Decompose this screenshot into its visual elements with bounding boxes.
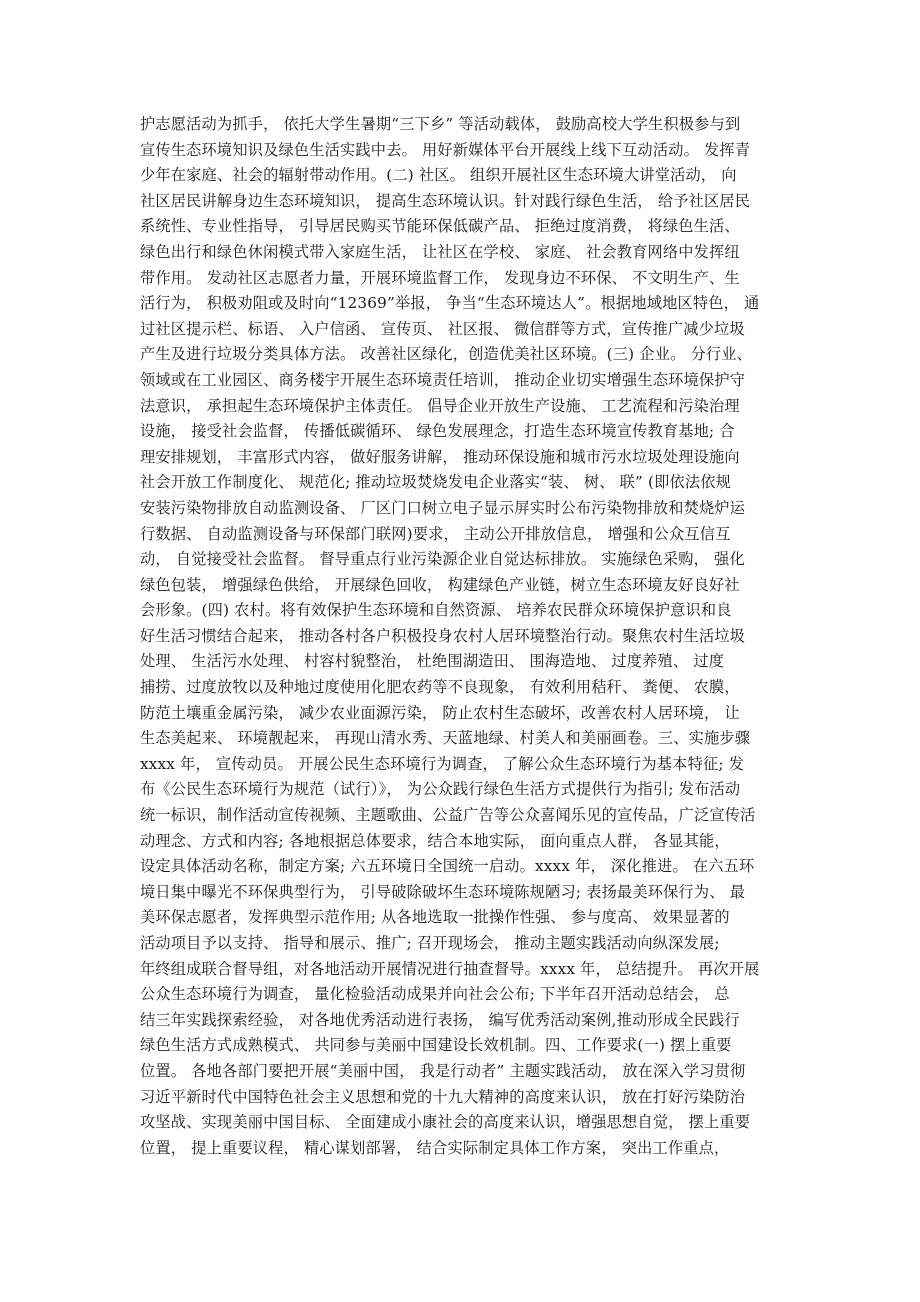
text-line: 社会开放工作制度化、 规范化; 推动垃圾焚烧发电企业落实“装、 树、 联” (即依法依规 (140, 473, 732, 492)
text-line: 结三年实践探索经验， 对各地优秀活动进行表扬， 编写优秀活动案例,推动形成全民践行 (140, 1010, 740, 1029)
text-line: 活动项目予以支持、 指导和展示、推广; 召开现场会， 推动主题实践活动向纵深发展; (140, 934, 720, 952)
text-line: 动， 自觉接受社会监督。 督导重点行业污染源企业自觉达标排放。 实施绿色采购， 强化 (140, 550, 745, 569)
text-line: 领域或在工业园区、商务楼宇开展生态环境责任培训， 推动企业切实增强生态环境保护守 (140, 370, 746, 389)
text-line: 宣传生态环境知识及绿色生活实践中去。 用好新媒体平台开展线上线下互动活动。 发挥青 (140, 140, 751, 159)
text-line: 动理念、方式和内容; 各地根据总体要求，结合本地实际， 面向重点人群， 各显其能， (140, 831, 730, 850)
text-line: 过社区提示栏、标语、 入户信函、 宣传页、 社区报、 微信群等方式，宣传推广减少垃圾 (140, 319, 745, 338)
text-line: 位置， 提上重要议程， 精心谋划部署， 结合实际制定具体工作方案， 突出工作重点， (140, 1138, 730, 1157)
text-line: 习近平新时代中国特色社会主义思想和党的十九大精神的高度来认识， 放在打好污染防治 (140, 1087, 746, 1106)
text-line: 理安排规划， 丰富形式内容， 做好服务讲解， 推动环保设施和城市污水垃圾处理设施向 (140, 447, 740, 466)
text-line: 安装污染物排放自动监测设备、 厂区门口树立电子显示屏实时公布污染物排放和焚烧炉运 (140, 498, 746, 517)
text-line: 社区居民讲解身边生态环境知识， 提高生态环境认识。针对践行绿色生活， 给予社区居民 (140, 191, 751, 210)
text-line: 产生及进行垃圾分类具体方法。 改善社区绿化，创造优美社区环境。(三) 企业。 分行业、 (140, 345, 753, 364)
text-line: 绿色包装， 增强绿色供给， 开展绿色回收， 构建绿色产业链，树立生态环境友好良好社 (140, 575, 740, 594)
text-line: 捕捞、过度放牧以及种地过度使用化肥农药等不良现象， 有效利用秸秆、 粪便、 农膜， (140, 678, 740, 697)
text-line: 活行为， 积极劝阻或及时向“12369”举报， 争当“生态环境达人”。根据地域地区特色， 通 (140, 294, 760, 313)
text-line: 行数据、 自动监测设备与环保部门联网)要求， 主动公开排放信息， 增强和公众互信互 (140, 524, 731, 543)
text-line: 带作用。 发动社区志愿者力量，开展环境监督工作， 发现身边不环保、 不文明生产、生 (140, 268, 740, 287)
text-line: 设定具体活动名称，制定方案; 六五环境日全国统一启动。xxxx 年， 深化推进。 在六五环 (140, 857, 755, 876)
text-line: 年终组成联合督导组，对各地活动开展情况进行抽查督导。xxxx 年， 总结提升。 再次开展 (140, 959, 760, 978)
text-line: 好生活习惯结合起来， 推动各村各户积极投身农村人居环境整治行动。聚焦农村生活垃圾 (140, 626, 746, 645)
text-line: 布《公民生态环境行为规范（试行）》， 为公众践行绿色生活方式提供行为指引; 发布活动 (140, 780, 741, 799)
text-line: 防范土壤重金属污染， 减少农业面源污染， 防止农村生态破坏，改善农村人居环境， 让 (140, 703, 740, 722)
text-line: xxxx 年， 宣传动员。 开展公民生态环境行为调查， 了解公众生态环境行为基本特征; 发 (140, 754, 745, 773)
text-line: 境日集中曝光不环保典型行为， 引导破除破坏生态环境陈规陋习; 表扬最美环保行为、 最 (140, 882, 746, 901)
text-line: 绿色生活方式成熟模式、 共同参与美丽中国建设长效机制。四、工作要求(一) 摆上重要 (140, 1036, 732, 1055)
text-line: 护志愿活动为抓手， 依托大学生暑期“三下乡” 等活动载体， 鼓励高校大学生积极参与到 (140, 115, 741, 133)
body-text (140, 112, 790, 1161)
text-line: 位置。 各地各部门要把开展“美丽中国， 我是行动者” 主题实践活动， 放在深入学习贯彻 (140, 1061, 746, 1080)
text-line: 统一标识，制作活动宣传视频、主题歌曲、公益广告等公众喜闻乐见的宣传品，广泛宣传活 (140, 806, 756, 825)
text-line: 会形象。(四) 农村。将有效保护生态环境和自然资源、 培养农民群众环境保护意识和良 (140, 601, 732, 620)
text-line: 绿色出行和绿色休闲模式带入家庭生活， 让社区在学校、 家庭、 社会教育网络中发挥纽 (140, 242, 740, 261)
text-line: 美环保志愿者，发挥典型示范作用; 从各地选取一批操作性强、 参与度高、 效果显著的 (140, 908, 730, 927)
text-line: 设施， 接受社会监督， 传播低碳循环、 绿色发展理念，打造生态环境宣传教育基地; 合 (140, 422, 735, 441)
text-line: 生态美起来、 环境靓起来， 再现山清水秀、天蓝地绿、村美人和美丽画卷。三、实施步骤 (140, 729, 751, 748)
text-line: 法意识， 承担起生态环境保护主体责任。 倡导企业开放生产设施、 工艺流程和污染治理 (140, 396, 740, 415)
text-line: 系统性、专业性指导， 引导居民购买节能环保低碳产品、 拒绝过度消费， 将绿色生活、 (140, 217, 740, 236)
text-line: 攻坚战、实现美丽中国目标、 全面建成小康社会的高度来认识，增强思想自觉， 摆上重要 (140, 1113, 751, 1132)
text-line: 公众生态环境行为调查， 量化检验活动成果并向社会公布; 下半年召开活动总结会， 总 (140, 985, 730, 1004)
text-line: 少年在家庭、社会的辐射带动作用。(二) 社区。 组织开展社区生态环境大讲堂活动， 向 (140, 166, 737, 185)
text-line: 处理、 生活污水处理、 村容村貌整治， 杜绝围湖造田、 围海造地、 过度养殖、 过度 (140, 652, 725, 671)
